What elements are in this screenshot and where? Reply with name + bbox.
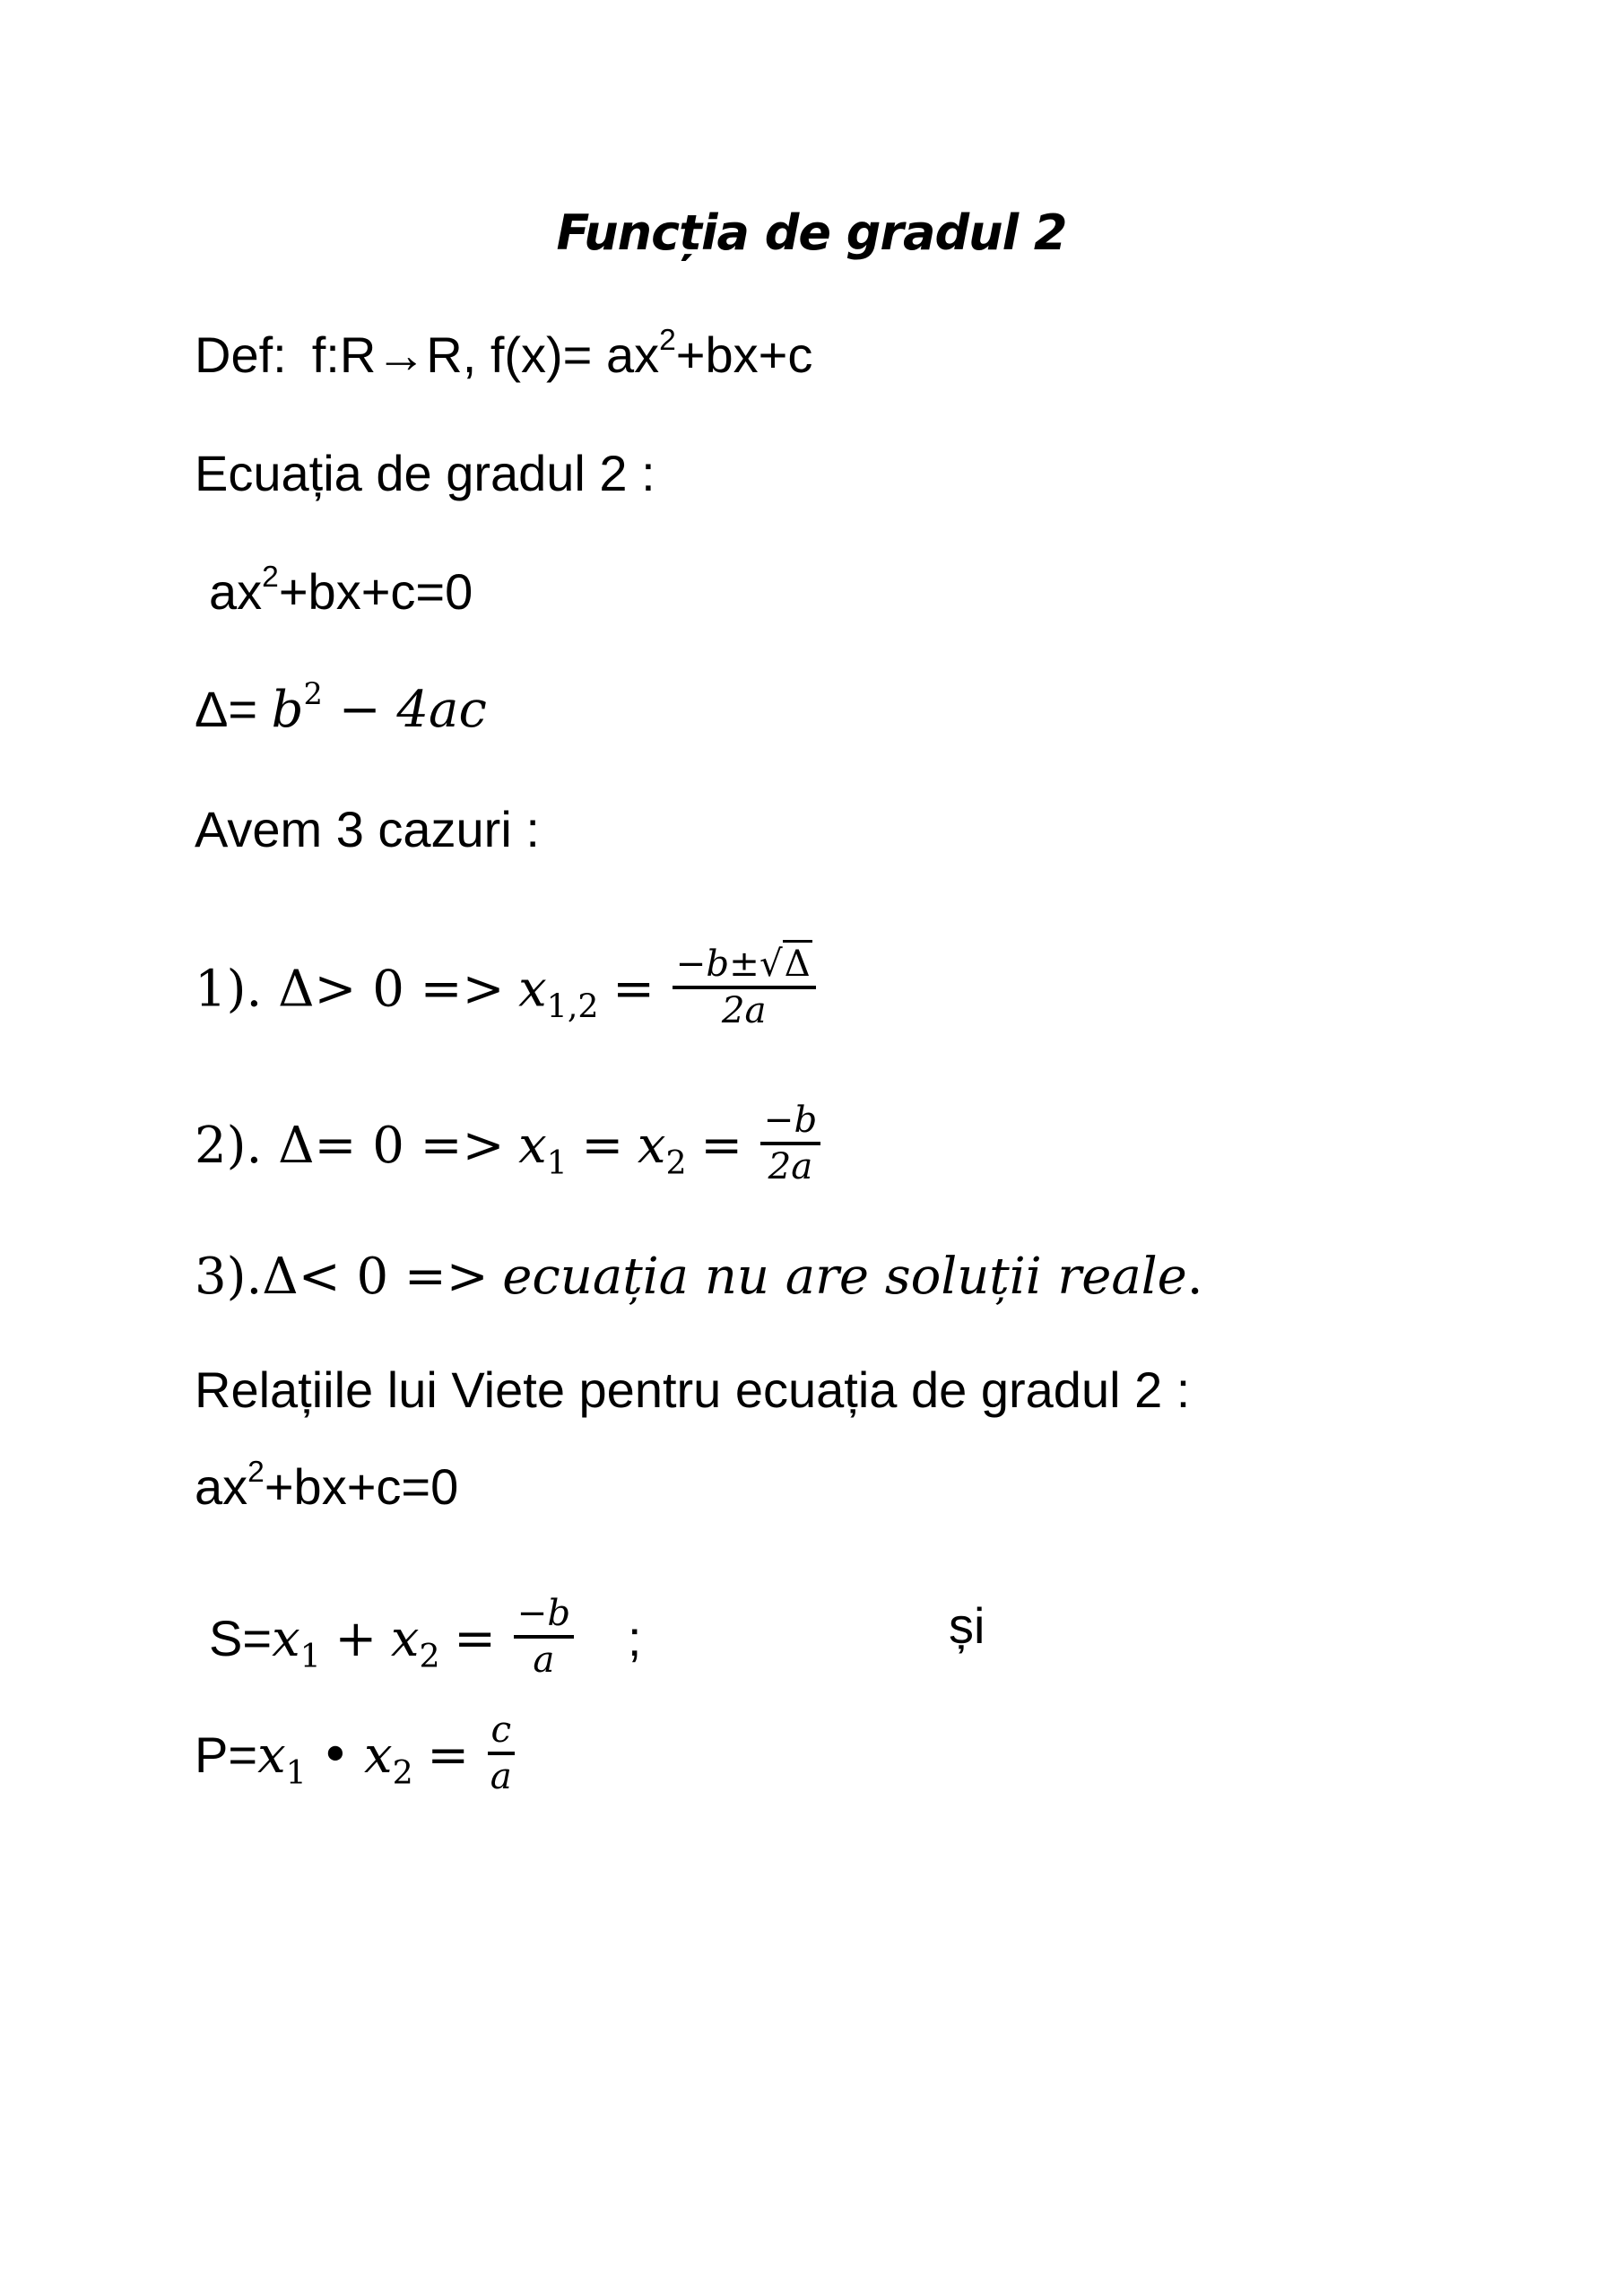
viete-equation: $ax^2+bx+c=0$ bbox=[195, 1455, 459, 1515]
sqrt-icon: √Δ bbox=[759, 945, 812, 982]
equation-suffix: +bx+c=0 bbox=[278, 563, 473, 620]
case-2: 2). $\Delta= 0 => x_1 = x_2$ = $\frac{-b}{2a}$ bbox=[195, 1108, 824, 1191]
page-title: Funcția de gradul 2 bbox=[556, 204, 1067, 261]
viete-heading: Relațiile lui Viete pentru ecuația de gradul 2 : bbox=[195, 1361, 1191, 1418]
conjunction-si: și bbox=[949, 1597, 985, 1654]
definition-exponent: 2 bbox=[659, 323, 676, 357]
case-2-denominator: 2a bbox=[768, 1145, 813, 1188]
case-2-label: 2). Δ= 0 => bbox=[195, 1117, 505, 1176]
case-1 bbox=[195, 943, 820, 1035]
case-1-fraction bbox=[673, 945, 816, 1030]
cases-heading: Avem 3 cazuri : bbox=[195, 801, 540, 857]
viete-sum: $S=x_1 + x_2$ = $\frac{-b}{a}$ ; bbox=[209, 1592, 642, 1682]
case-3-label: 3).Δ< 0 => bbox=[195, 1248, 489, 1306]
case-2-fraction bbox=[760, 1099, 821, 1188]
definition-formula-suffix: +bx+c bbox=[675, 326, 813, 383]
discriminant-rest: − 4ac bbox=[322, 681, 487, 739]
definition-formula-prefix: f(x)= ax bbox=[490, 326, 660, 383]
product-fraction: $\frac{c}{a}$ bbox=[487, 1712, 516, 1796]
case-1-sub: 1,2 bbox=[546, 987, 599, 1026]
product-label: P= bbox=[195, 1726, 258, 1784]
equation-prefix: ax bbox=[209, 563, 263, 620]
case-1-denominator: 2a bbox=[721, 989, 767, 1032]
discriminant-exponent: 2 bbox=[303, 675, 323, 711]
definition-label: Def: bbox=[195, 326, 287, 383]
sum-fraction: $\frac{-b}{a}$ bbox=[514, 1596, 575, 1679]
definition-line bbox=[195, 323, 813, 383]
case-1-numerator: −b±√Δ bbox=[673, 945, 816, 989]
case-1-var: x bbox=[518, 960, 547, 1019]
discriminant-b: b bbox=[271, 681, 304, 739]
equation-exponent: 2 bbox=[262, 560, 279, 594]
case-1-label: 1). Δ> 0 => bbox=[195, 960, 505, 1019]
sum-label: S= bbox=[209, 1610, 273, 1667]
equation-heading: Ecuația de gradul 2 : bbox=[195, 445, 655, 501]
discriminant-lhs: Δ= bbox=[195, 681, 258, 737]
discriminant-line bbox=[195, 675, 487, 739]
case-2-var1: x bbox=[518, 1117, 547, 1176]
case-1-equals: = bbox=[612, 960, 655, 1019]
case-3-text: ecuația nu are soluții reale bbox=[502, 1248, 1187, 1306]
equation-line bbox=[209, 560, 473, 620]
sum-separator: ; bbox=[627, 1610, 642, 1667]
viete-product: $P=x_1$ • $x_2$ = $\frac{c}{a}$ bbox=[195, 1718, 519, 1801]
case-2-numerator: −b bbox=[760, 1102, 821, 1145]
case-3: 3).Δ< 0 => ecuația nu are soluții reale. bbox=[195, 1248, 1203, 1306]
case-2-var2: x bbox=[637, 1117, 666, 1176]
definition-mapping: f:R→R, bbox=[311, 326, 477, 383]
